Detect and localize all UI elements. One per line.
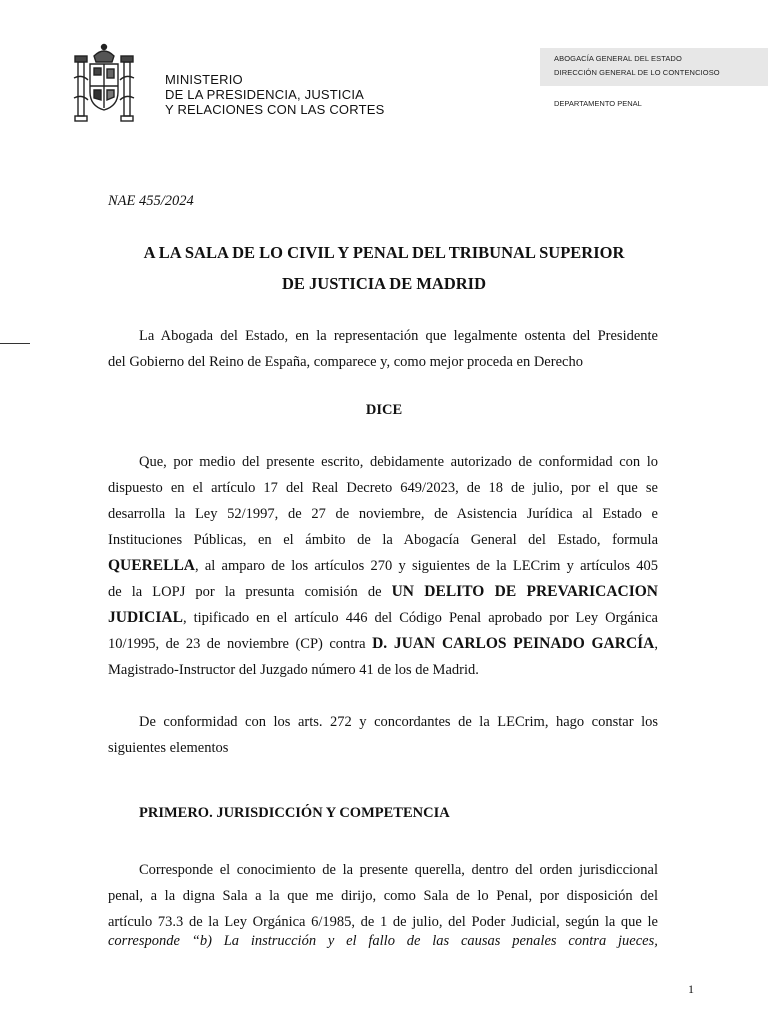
paragraph-line: siguientes elementos (108, 740, 229, 756)
body-paragraph-1 (108, 449, 658, 657)
paragraph-line (108, 579, 658, 605)
paragraph-line: desarrolla la Ley 52/1997, de 27 de noviembre, de Asistencia Jurídica al Estado e (108, 506, 658, 522)
quote-word: y (327, 933, 335, 949)
quote-word: corresponde (108, 933, 180, 949)
paragraph-line: La Abogada del Estado, en la representación que legalmente ostenta del Presidente (139, 328, 658, 344)
line-text: , tipificado en el artículo 446 del Código Penal aprobado por Ley Orgánica (182, 610, 658, 626)
quote-word: jueces, (618, 933, 658, 949)
intro-paragraph-end (108, 349, 658, 375)
paragraph-line: Instituciones Públicas, en el ámbito de la Abogacía General del Estado, formula (108, 532, 658, 548)
line-text: 10/1995, de 23 de noviembre (CP) contra (108, 636, 373, 652)
quote-word: de (406, 933, 421, 949)
body-paragraph-3 (108, 857, 658, 935)
org-line-2: DIRECCIÓN GENERAL DE LO CONTENCIOSO (554, 68, 720, 77)
querella-label: QUERELLA (108, 557, 195, 574)
quote-word: La (223, 933, 240, 949)
coat-of-arms-logo (72, 42, 136, 128)
quote-word: el (346, 933, 357, 949)
document-heading-line-2: DE JUSTICIA DE MADRID (282, 274, 486, 293)
quote-word: “b) (191, 933, 212, 949)
paragraph-line (108, 553, 658, 579)
intro-paragraph (108, 323, 658, 349)
quote-word: penales (512, 933, 557, 949)
paragraph-line: Corresponde el conocimiento de la presente querella, dentro del orden jurisdiccional (139, 862, 658, 878)
body-paragraph-1-end (108, 657, 658, 683)
paragraph-line: del Gobierno del Reino de España, comparece y, como mejor proceda en Derecho (108, 354, 583, 370)
italic-quote-line (108, 933, 658, 950)
quote-word: contra (568, 933, 607, 949)
quote-word: instrucción (250, 933, 317, 949)
paragraph-line: dispuesto en el artículo 17 del Real Decreto 649/2023, de 18 de julio, por el que se (108, 480, 658, 496)
reference-number: NAE 455/2024 (108, 193, 194, 209)
page-number: 1 (688, 982, 694, 996)
paragraph-line: Magistrado-Instructor del Juzgado número 41 de los de Madrid. (108, 662, 479, 678)
quote-word: causas (460, 933, 501, 949)
quote-word: fallo (368, 933, 395, 949)
paragraph-line: Que, por medio del presente escrito, debidamente autorizado de conformidad con lo (139, 454, 658, 470)
line-text: , al amparo de los artículos 270 y siguientes de la LECrim y artículos 405 (195, 558, 658, 574)
paragraph-line: penal, a la digna Sala a la que me dirijo, como Sala de lo Penal, por disposición del (108, 888, 658, 904)
section-title: PRIMERO. JURISDICCIÓN Y COMPETENCIA (139, 805, 450, 821)
margin-mark (0, 343, 30, 344)
ministry-name (165, 72, 384, 117)
org-line-1: ABOGACÍA GENERAL DEL ESTADO (554, 54, 682, 63)
ministry-line: DE LA PRESIDENCIA, JUSTICIA (165, 87, 365, 102)
line-text: , (654, 636, 658, 652)
line-text: de la LOPJ por la presunta comisión de (108, 584, 392, 600)
body-paragraph-2 (108, 709, 658, 735)
paragraph-line (108, 631, 658, 657)
dice-heading: DICE (365, 402, 403, 418)
organization-box (540, 48, 768, 86)
ministry-line: Y RELACIONES CON LAS CORTES (165, 102, 385, 117)
paragraph-line: artículo 73.3 de la Ley Orgánica 6/1985, de 1 de julio, del Poder Judicial, según la que le (108, 914, 658, 930)
body-paragraph-2-end (108, 735, 658, 761)
offense-label: UN DELITO DE PREVARICACION (391, 583, 658, 600)
paragraph-line: De conformidad con los arts. 272 y concordantes de la LECrim, hago constar los (139, 714, 658, 730)
ministry-line: MINISTERIO (165, 72, 243, 87)
quote-word: las (432, 933, 450, 949)
defendant-name: D. JUAN CARLOS PEINADO GARCÍA (372, 635, 655, 652)
offense-label-end: JUDICIAL (108, 609, 183, 626)
paragraph-line (108, 605, 658, 631)
department-label: DEPARTAMENTO PENAL (554, 99, 642, 108)
document-heading-line-1: A LA SALA DE LO CIVIL Y PENAL DEL TRIBUNAL SUPERIOR (143, 243, 625, 262)
